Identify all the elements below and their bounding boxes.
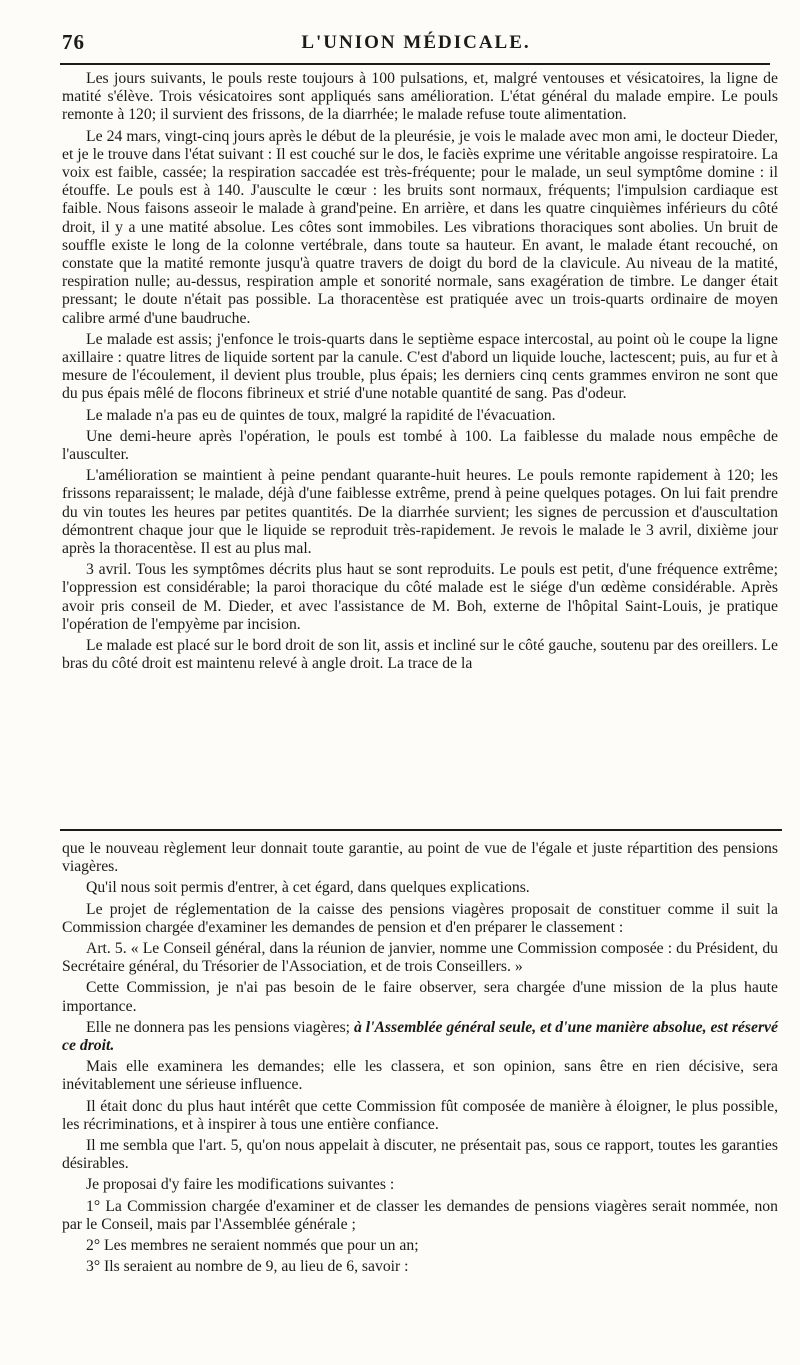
association-paragraph: Mais elle examinera les demandes; elle les classera, et son opinion, sans être en rien décisive, sera inévitablement une sérieuse influence. xyxy=(62,1058,778,1094)
article-quote: Art. 5. « Le Conseil général, dans la réunion de janvier, nomme une Commission composée : du Président, du Secrétaire général, du Trésorier de l'Association, et de trois Conseillers. » xyxy=(62,940,778,976)
association-paragraph: Qu'il nous soit permis d'entrer, à cet égard, dans quelques explications. xyxy=(86,879,530,897)
association-paragraph xyxy=(62,1019,778,1055)
case-paragraph: Le malade n'a pas eu de quintes de toux, malgré la rapidité de l'évacuation. xyxy=(86,406,556,424)
association-paragraph: que le nouveau règlement leur donnait toute garantie, au point de vue de l'égale et juste répartition des pensions viagères. xyxy=(62,840,778,876)
case-paragraph: Le malade est assis; j'enfonce le trois-quarts dans le septième espace intercostal, au point où le coupe la ligne axillaire : quatre litres de liquide sortent par la canule. C'est d'abord un liquide louche, lactescent; puis, au fur et à mesure de l'écoulement, il devient plus trouble, plus épais; les derniers cinq cents grammes environ ne sont que du pus épais mêlé de flocons fibrineux et strié d'une notable quantité de sang. Pas d'odeur. xyxy=(62,330,778,403)
association-paragraph: Cette Commission, je n'ai pas besoin de le faire observer, sera chargée d'une mission de la plus haute importance. xyxy=(62,979,778,1015)
association-paragraph: Il était donc du plus haut intérêt que cette Commission fût composée de manière à éloigner, le plus possible, les récriminations, et à inspirer à tous une entière confiance. xyxy=(62,1097,778,1133)
association-section xyxy=(62,840,778,1279)
section-divider xyxy=(60,829,782,831)
paragraph-text: Elle ne donnera pas les pensions viagères; xyxy=(86,1018,354,1036)
emphasized-text: à l'Assemblée général seule, et d'une manière absolue, est réservé ce droit. xyxy=(62,1018,778,1055)
page-header xyxy=(62,24,770,60)
case-paragraph: Le malade est placé sur le bord droit de son lit, assis et incliné sur le côté gauche, soutenu par des oreillers. Le bras du côté droit est maintenu relevé à angle droit. La trace de la xyxy=(62,637,778,673)
case-report-section xyxy=(62,70,778,677)
association-paragraph: Je proposai d'y faire les modifications suivantes : xyxy=(86,1176,395,1194)
association-paragraph: Il me sembla que l'art. 5, qu'on nous appelait à discuter, ne présentait pas, sous ce rapport, toutes les garanties désirables. xyxy=(62,1137,778,1173)
page-number: 76 xyxy=(62,30,85,54)
proposal-item: 3° Ils seraient au nombre de 9, au lieu de 6, savoir : xyxy=(86,1258,409,1276)
case-paragraph: L'amélioration se maintient à peine pendant quarante-huit heures. Le pouls remonte rapidement à 120; les frissons reparaissent; le malade, déjà d'une faiblesse extrême, prend à peine quelques potages. On lui fait prendre du vin toutes les heures par petites quantités. De la diarrhée survient; les signes de percussion et d'auscultation démontrent chaque jour que le liquide se reproduit très-rapidement. Je revois le malade le 3 avril, dixième jour après la thoracentèse. Il est au plus mal. xyxy=(62,467,778,558)
case-paragraph: Une demi-heure après l'opération, le pouls est tombé à 100. La faiblesse du malade nous empêche de l'ausculter. xyxy=(62,427,778,464)
case-paragraph: Le 24 mars, vingt-cinq jours après le début de la pleurésie, je vois le malade avec mon ami, le docteur Dieder, et je le trouve dans l'état suivant : Il est couché sur le dos, le faciès exprime une véritable angoisse respiratoire. La voix est faible, cassée; la respiration saccadée est très-fréquente; pour le malade, un seul symptôme domine : il étouffe. Le pouls est à 140. J'ausculte le cœur : les bruits sont normaux, fréquents; l'impulsion cardiaque est faible. Nous faisons asseoir le malade à grand'peine. En arrière, et dans les quatre cinquièmes inférieurs du côté droit, il y a une matité absolue. Les côtes sont immobiles. Les vibrations thoraciques sont abolies. Un bruit de souffle existe le long de la colonne vertébrale, dans toute sa hauteur. En avant, le malade étant recouché, on constate que la matité remonte jusqu'à quatre travers de doigt du bord de la clavicule. Au niveau de la matité, respiration nulle; au-dessus, respiration ample et sonorité normale, sans exagération de timbre. Le danger était pressant; le doute n'était pas possible. La thoracentèse est pratiquée avec un trois-quarts ordinaire de moyen calibre armé d'une baudruche. xyxy=(62,127,778,327)
header-rule xyxy=(60,63,770,65)
case-paragraph: Les jours suivants, le pouls reste toujours à 100 pulsations, et, malgré ventouses et vésicatoires, la ligne de matité s'élève. Trois vésicatoires sont appliqués sans amélioration. L'état général du malade empire. Le pouls remonte à 120; il survient des frissons, de la diarrhée; le malade refuse toute alimentation. xyxy=(62,70,778,124)
running-title: L'UNION MÉDICALE. xyxy=(301,32,531,53)
association-paragraph: Le projet de réglementation de la caisse des pensions viagères proposait de constituer comme il suit la Commission chargée d'examiner les demandes de pension et d'en préparer le classement : xyxy=(62,900,778,936)
case-paragraph: 3 avril. Tous les symptômes décrits plus haut se sont reproduits. Le pouls est petit, d'une fréquence extrême; l'oppression est considérable; la paroi thoracique du côté malade est le siége d'un œdème considérable. Après avoir pris conseil de M. Dieder, et avec l'assistance de M. Boh, externe de l'hôpital Saint-Louis, je pratique l'opération de l'empyème par incision. xyxy=(62,561,778,633)
proposal-item: 2° Les membres ne seraient nommés que pour un an; xyxy=(86,1237,419,1255)
proposal-item: 1° La Commission chargée d'examiner et de classer les demandes de pensions viagères serait nommée, non par le Conseil, mais par l'Assemblée générale ; xyxy=(62,1197,778,1233)
